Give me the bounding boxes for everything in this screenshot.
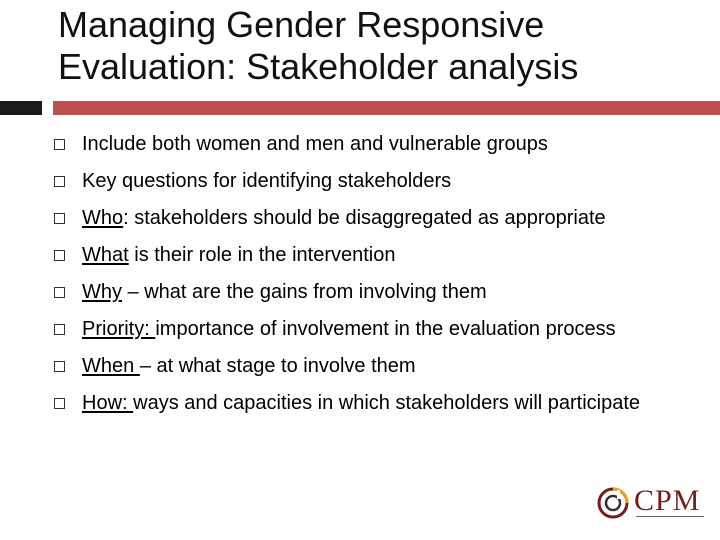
cpm-logo xyxy=(596,484,706,524)
bullet-text: importance of involvement in the evaluation process xyxy=(155,318,616,340)
square-bullet-icon xyxy=(54,324,65,335)
square-bullet-icon xyxy=(54,250,65,261)
logo-text: CPM xyxy=(634,484,701,517)
bullet-text: is their role in the intervention xyxy=(128,244,396,266)
bullet-lead: Priority: xyxy=(82,318,156,340)
bullet-lead: Who xyxy=(82,207,124,229)
bullet-lead: Why xyxy=(82,281,122,303)
bullet-item xyxy=(54,390,694,416)
square-bullet-icon xyxy=(54,361,65,372)
bullet-text: Key questions for identifying stakeholders xyxy=(82,170,452,192)
header-rule-accent xyxy=(53,101,720,115)
bullet-text: – what are the gains from involving them xyxy=(122,281,487,303)
cpm-logo-icon xyxy=(596,486,630,520)
header-rule-dark xyxy=(0,101,42,115)
bullet-list xyxy=(54,131,694,427)
bullet-item xyxy=(54,242,694,268)
bullet-lead: When xyxy=(82,355,140,377)
square-bullet-icon xyxy=(54,213,65,224)
bullet-text: : stakeholders should be disaggregated as appropriate xyxy=(123,207,606,229)
bullet-text: Include both women and men and vulnerable groups xyxy=(82,133,548,155)
bullet-text: ways and capacities in which stakeholders will participate xyxy=(133,392,641,414)
bullet-item xyxy=(54,316,694,342)
bullet-item xyxy=(54,131,694,157)
bullet-item xyxy=(54,353,694,379)
bullet-item xyxy=(54,205,694,231)
title-line-2: Evaluation: Stakeholder analysis xyxy=(58,46,579,87)
bullet-item xyxy=(54,279,694,305)
square-bullet-icon xyxy=(54,139,65,150)
square-bullet-icon xyxy=(54,398,65,409)
bullet-text: – at what stage to involve them xyxy=(139,355,416,377)
square-bullet-icon xyxy=(54,176,65,187)
square-bullet-icon xyxy=(54,287,65,298)
slide-title xyxy=(58,4,698,88)
bullet-lead: What xyxy=(82,244,129,266)
logo-underline xyxy=(636,516,704,519)
bullet-lead: How: xyxy=(82,392,134,414)
bullet-item xyxy=(54,168,694,194)
title-line-1: Managing Gender Responsive xyxy=(58,4,545,45)
